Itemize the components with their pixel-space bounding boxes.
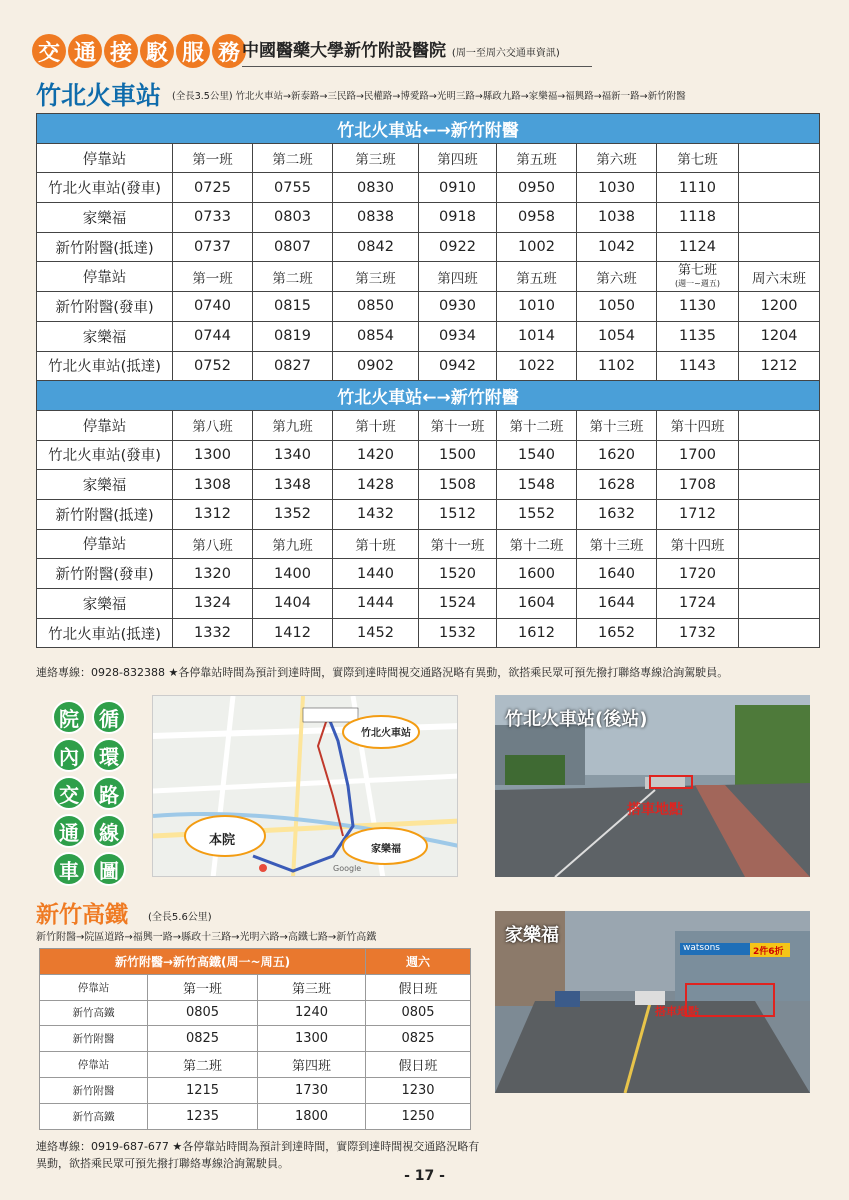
time-cell: 第二班 [148, 1052, 258, 1078]
time-cell: 1340 [253, 440, 333, 470]
table-row [37, 618, 820, 648]
time-cell: 0902 [333, 351, 419, 381]
time-cell: 1632 [577, 499, 657, 529]
header-divider [242, 66, 592, 67]
time-cell: 第六班 [577, 262, 657, 292]
time-cell: 1118 [657, 203, 739, 233]
time-cell: 0825 [148, 1026, 258, 1052]
schedule-band-row [37, 381, 820, 411]
table-row [37, 262, 820, 292]
hospital-name: 中國醫藥大學新竹附設醫院 [242, 41, 446, 61]
circle-label: 通 [52, 814, 86, 848]
hsr-schedule-table [39, 948, 471, 1130]
time-cell: 1720 [657, 559, 739, 589]
time-cell: 1102 [577, 351, 657, 381]
time-cell: 第一班 [148, 974, 258, 1000]
photo2-title: 家樂福 [505, 925, 559, 946]
time-cell: 第九班 [253, 410, 333, 440]
circle-label: 交 [52, 776, 86, 810]
time-cell: 1312 [173, 499, 253, 529]
time-cell: 第七班 [657, 143, 739, 173]
circle-label: 圖 [92, 852, 126, 886]
time-cell: 1600 [497, 559, 577, 589]
route-map [152, 695, 458, 877]
header-badge: 服 [176, 34, 210, 68]
stop-name-cell: 家樂福 [37, 589, 173, 619]
circle-label: 車 [52, 852, 86, 886]
time-cell: 0910 [419, 173, 497, 203]
time-cell: 1300 [258, 1026, 366, 1052]
time-cell: 0815 [253, 292, 333, 322]
stop-name-cell: 新竹附醫(抵達) [37, 499, 173, 529]
time-cell: 0819 [253, 321, 333, 351]
time-cell: 1204 [739, 321, 820, 351]
time-cell: 第三班 [333, 262, 419, 292]
time-cell: 0934 [419, 321, 497, 351]
time-cell: 0854 [333, 321, 419, 351]
hospital-title [242, 36, 560, 61]
table-row [37, 470, 820, 500]
time-cell: 0918 [419, 203, 497, 233]
time-cell: 0805 [148, 1000, 258, 1026]
time-cell: 第八班 [173, 410, 253, 440]
time-cell: 1440 [333, 559, 419, 589]
photo-carrefour [495, 911, 810, 1093]
time-cell: 第九班 [253, 529, 333, 559]
time-cell: 1130 [657, 292, 739, 322]
time-cell: 1014 [497, 321, 577, 351]
time-cell: 1050 [577, 292, 657, 322]
time-cell: 1352 [253, 499, 333, 529]
time-cell: 1324 [173, 589, 253, 619]
circle-label: 循 [92, 700, 126, 734]
time-cell: 0922 [419, 232, 497, 262]
photo-zhubei-station [495, 695, 810, 877]
time-cell: 1432 [333, 499, 419, 529]
schedule-band-row [37, 114, 820, 144]
time-cell: 第二班 [253, 143, 333, 173]
time-cell: 1235 [148, 1103, 258, 1129]
time-cell: 1552 [497, 499, 577, 529]
time-cell: 1038 [577, 203, 657, 233]
time-cell: 1652 [577, 618, 657, 648]
time-cell [739, 529, 820, 559]
table-row [37, 529, 820, 559]
time-cell: 第四班 [419, 262, 497, 292]
time-cell: 0838 [333, 203, 419, 233]
time-cell: 1708 [657, 470, 739, 500]
map-hospital-label: 本院 [209, 833, 236, 848]
photo1-title: 竹北火車站(後站) [505, 709, 648, 730]
time-cell: 1332 [173, 618, 253, 648]
time-cell: 1524 [419, 589, 497, 619]
time-cell [739, 618, 820, 648]
time-cell: 0755 [253, 173, 333, 203]
time-cell: 1002 [497, 232, 577, 262]
table-row [37, 351, 820, 381]
time-cell: 1532 [419, 618, 497, 648]
time-cell: 1110 [657, 173, 739, 203]
time-cell: 1124 [657, 232, 739, 262]
time-cell: 0942 [419, 351, 497, 381]
time-cell: 1612 [497, 618, 577, 648]
header-badge: 駁 [140, 34, 174, 68]
table-row [37, 292, 820, 322]
stop-name-cell: 停靠站 [37, 529, 173, 559]
table-row [37, 232, 820, 262]
time-cell: 1628 [577, 470, 657, 500]
time-cell: 1620 [577, 440, 657, 470]
stop-name-cell: 停靠站 [40, 974, 148, 1000]
circle-labels [52, 700, 128, 886]
time-cell: 1030 [577, 173, 657, 203]
table-row [37, 559, 820, 589]
stop-name-cell: 新竹附醫(抵達) [37, 232, 173, 262]
time-cell: 0752 [173, 351, 253, 381]
circle-label: 院 [52, 700, 86, 734]
map-station-label: 竹北火車站 [361, 728, 411, 739]
stop-name-cell: 新竹高鐵 [40, 1103, 148, 1129]
time-cell: 第五班 [497, 143, 577, 173]
time-cell [739, 470, 820, 500]
map-brand: Google [333, 864, 362, 873]
seventh-run-label: 第七班 [677, 262, 717, 278]
route-map-svg [153, 696, 458, 877]
time-cell: 1212 [739, 351, 820, 381]
time-cell: 1300 [173, 440, 253, 470]
photo2-shop-sign: watsons [683, 943, 720, 953]
hospital-note: (周一至周六交通車資訊) [451, 48, 560, 59]
table-row [37, 173, 820, 203]
time-cell: 1215 [148, 1077, 258, 1103]
time-cell: 1308 [173, 470, 253, 500]
section2-length: (全長5.6公里) [148, 912, 212, 923]
header-badges [32, 34, 246, 68]
section1-title: 竹北火車站 [36, 81, 162, 110]
time-cell [739, 173, 820, 203]
seventh-run-note: (週一~週五) [675, 278, 720, 288]
time-cell: 0950 [497, 173, 577, 203]
time-cell: 0850 [333, 292, 419, 322]
schedule-band: 竹北火車站←→新竹附醫 [37, 381, 820, 411]
stop-name-cell: 家樂福 [37, 321, 173, 351]
time-cell: 第十班 [333, 410, 419, 440]
table-row [37, 321, 820, 351]
circle-label: 內 [52, 738, 86, 772]
time-cell: 1320 [173, 559, 253, 589]
time-cell: 第一班 [173, 262, 253, 292]
time-cell: 0725 [173, 173, 253, 203]
time-cell: 第一班 [173, 143, 253, 173]
time-cell: 1240 [258, 1000, 366, 1026]
table-row [37, 499, 820, 529]
time-cell: 1644 [577, 589, 657, 619]
table-row [40, 974, 471, 1000]
time-cell: 0958 [497, 203, 577, 233]
header-badge: 交 [32, 34, 66, 68]
header-badge: 接 [104, 34, 138, 68]
stop-name-cell: 竹北火車站(抵達) [37, 618, 173, 648]
time-cell: 假日班 [366, 974, 471, 1000]
header-badge: 通 [68, 34, 102, 68]
photo1-pickup-label: 搭車地點 [627, 802, 683, 818]
circle-label: 路 [92, 776, 126, 810]
table-row [37, 440, 820, 470]
time-cell: 0830 [333, 173, 419, 203]
time-cell [739, 559, 820, 589]
time-cell: 第五班 [497, 262, 577, 292]
time-cell: 第二班 [253, 262, 333, 292]
photo2-promo: 2件6折 [753, 947, 784, 957]
table-row [40, 1026, 471, 1052]
stop-name-cell: 停靠站 [40, 1052, 148, 1078]
time-cell: 1452 [333, 618, 419, 648]
hsr-header-saturday: 週六 [366, 949, 471, 975]
time-cell: 1640 [577, 559, 657, 589]
time-cell: 1404 [253, 589, 333, 619]
time-cell: 1500 [419, 440, 497, 470]
time-cell: 0733 [173, 203, 253, 233]
time-cell: 第十一班 [419, 529, 497, 559]
time-cell: 0737 [173, 232, 253, 262]
time-cell: 1444 [333, 589, 419, 619]
time-cell [739, 499, 820, 529]
time-cell: 第八班 [173, 529, 253, 559]
stop-name-cell: 竹北火車站(發車) [37, 440, 173, 470]
time-cell [739, 232, 820, 262]
section1-contact: 連絡專線：0928-832388 ★各停靠站時間為預計到達時間，實際到達時間視交通路況略有異動，欲搭乘民眾可預先撥打聯絡專線洽詢駕駛員。 [36, 666, 729, 679]
time-cell: 1512 [419, 499, 497, 529]
time-cell: 1420 [333, 440, 419, 470]
time-cell: 第十四班 [657, 529, 739, 559]
stop-name-cell: 家樂福 [37, 203, 173, 233]
time-cell: 第十二班 [497, 529, 577, 559]
time-cell: 第三班 [258, 974, 366, 1000]
stop-name-cell: 竹北火車站(發車) [37, 173, 173, 203]
time-cell: 0825 [366, 1026, 471, 1052]
time-cell: 第十三班 [577, 529, 657, 559]
schedule-band: 竹北火車站←→新竹附醫 [37, 114, 820, 144]
time-cell: 第三班 [333, 143, 419, 173]
time-cell: 周六末班 [739, 262, 820, 292]
time-cell: 第十三班 [577, 410, 657, 440]
zhubei-schedule-table [36, 113, 820, 648]
time-cell: 第十二班 [497, 410, 577, 440]
time-cell: 1348 [253, 470, 333, 500]
page-number: - 17 - [404, 1168, 445, 1184]
time-cell: 1700 [657, 440, 739, 470]
time-cell: 1200 [739, 292, 820, 322]
time-cell: 1250 [366, 1103, 471, 1129]
time-cell [739, 143, 820, 173]
section2-contact: 連絡專線：0919-687-677 ★各停靠站時間為預計到達時間，實際到達時間視交通路況略有異動，欲搭乘民眾可預先撥打聯絡專線洽詢駕駛員。 [36, 1140, 480, 1170]
time-cell: 1412 [253, 618, 333, 648]
time-cell: 1022 [497, 351, 577, 381]
time-cell: 0842 [333, 232, 419, 262]
stop-name-cell: 新竹附醫 [40, 1077, 148, 1103]
stop-name-cell: 新竹附醫 [40, 1026, 148, 1052]
stop-name-cell: 停靠站 [37, 262, 173, 292]
time-cell: 1800 [258, 1103, 366, 1129]
time-cell: 1730 [258, 1077, 366, 1103]
time-cell: 假日班 [366, 1052, 471, 1078]
time-cell: 1520 [419, 559, 497, 589]
time-cell: 第四班 [258, 1052, 366, 1078]
time-cell: 1724 [657, 589, 739, 619]
table-row [40, 1052, 471, 1078]
stop-name-cell: 新竹附醫(發車) [37, 292, 173, 322]
table-row [40, 1077, 471, 1103]
header-badge: 務 [212, 34, 246, 68]
stop-name-cell: 家樂福 [37, 470, 173, 500]
time-cell: 1604 [497, 589, 577, 619]
section2-title: 新竹高鐵 [36, 902, 128, 928]
table-row [37, 143, 820, 173]
time-cell: 0744 [173, 321, 253, 351]
time-cell: 1548 [497, 470, 577, 500]
time-cell: 第十班 [333, 529, 419, 559]
section1-route: (全長3.5公里) 竹北火車站→新泰路→三民路→民權路→博愛路→光明三路→縣政九路→家樂福→福興路→福新一路→新竹附醫 [172, 91, 686, 102]
time-cell: 第十一班 [419, 410, 497, 440]
time-cell: 1135 [657, 321, 739, 351]
stop-name-cell: 停靠站 [37, 410, 173, 440]
time-cell: 1054 [577, 321, 657, 351]
time-cell: 0807 [253, 232, 333, 262]
table-row [37, 203, 820, 233]
time-cell: 0930 [419, 292, 497, 322]
time-cell: 0740 [173, 292, 253, 322]
time-cell: 1428 [333, 470, 419, 500]
time-cell: 1230 [366, 1077, 471, 1103]
table-row [40, 1000, 471, 1026]
time-cell [739, 440, 820, 470]
photo1-pickup-box [649, 775, 693, 789]
time-cell: 0803 [253, 203, 333, 233]
time-cell [739, 203, 820, 233]
section2-route: 新竹附醫→院區道路→福興一路→縣政十三路→光明六路→高鐵七路→新竹高鐵 [36, 932, 377, 943]
time-cell: 1400 [253, 559, 333, 589]
hsr-header-weekday: 新竹附醫→新竹高鐵(周一~周五) [40, 949, 366, 975]
time-cell: 0805 [366, 1000, 471, 1026]
time-cell: 第六班 [577, 143, 657, 173]
time-cell [657, 262, 739, 292]
stop-name-cell: 竹北火車站(抵達) [37, 351, 173, 381]
time-cell: 1508 [419, 470, 497, 500]
time-cell: 1712 [657, 499, 739, 529]
stop-name-cell: 新竹高鐵 [40, 1000, 148, 1026]
time-cell: 1010 [497, 292, 577, 322]
circle-label: 線 [92, 814, 126, 848]
time-cell: 0827 [253, 351, 333, 381]
map-carrefour-label: 家樂福 [371, 844, 401, 855]
time-cell [739, 589, 820, 619]
time-cell: 1732 [657, 618, 739, 648]
circle-label: 環 [92, 738, 126, 772]
time-cell: 第十四班 [657, 410, 739, 440]
table-row [37, 410, 820, 440]
time-cell: 1540 [497, 440, 577, 470]
table-row [40, 1103, 471, 1129]
table-row [37, 589, 820, 619]
stop-name-cell: 停靠站 [37, 143, 173, 173]
time-cell [739, 410, 820, 440]
time-cell: 1143 [657, 351, 739, 381]
stop-name-cell: 新竹附醫(發車) [37, 559, 173, 589]
time-cell: 第四班 [419, 143, 497, 173]
time-cell: 1042 [577, 232, 657, 262]
photo2-pickup-label: 搭車地點 [655, 1005, 699, 1018]
